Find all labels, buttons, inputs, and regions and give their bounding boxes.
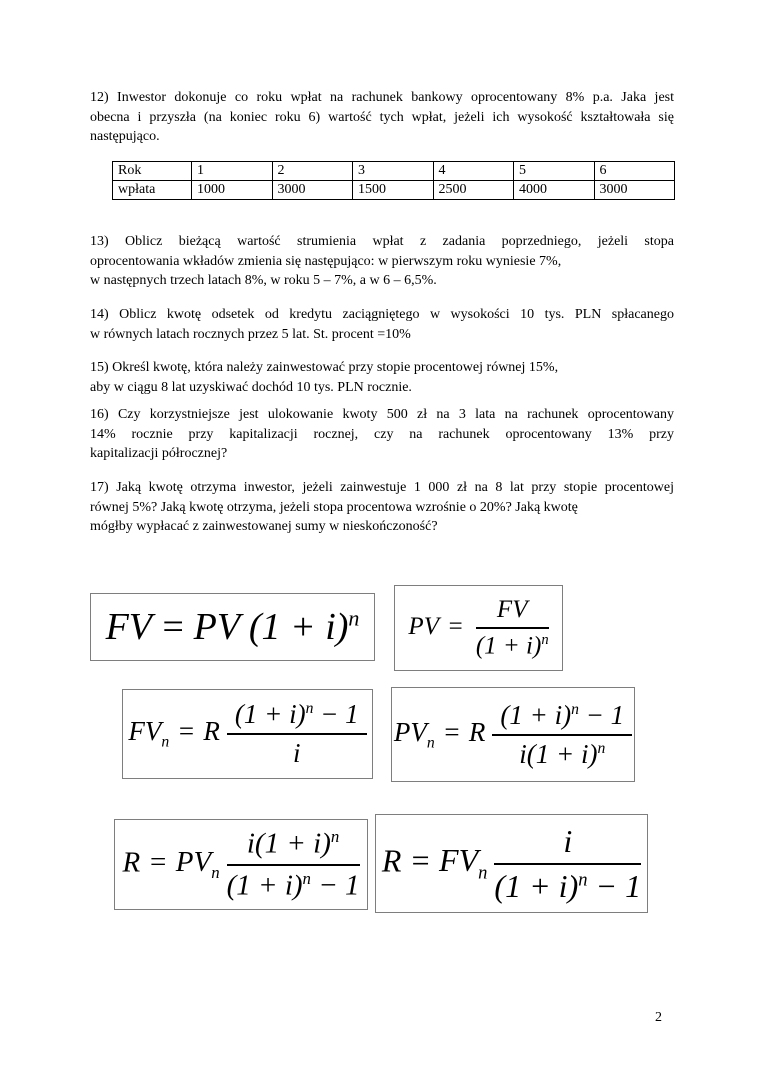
table-cell: 3000 — [272, 181, 353, 200]
paragraph-line: 13) Oblicz bieżącą wartość strumienia wpłat z zadania poprzedniego, jeżeli stopa — [90, 234, 674, 249]
table-cell: 5 — [514, 162, 595, 181]
problem-12 — [90, 88, 674, 147]
paragraph-line: 12) Inwestor dokonuje co roku wpłat na rachunek bankowy oprocentowany 8% p.a. Jaka jest — [90, 90, 674, 105]
table-cell: Rok — [113, 162, 192, 181]
table-cell: 6 — [594, 162, 675, 181]
deposit-table — [112, 161, 675, 200]
table-cell: 4000 — [514, 181, 595, 200]
table-cell: 1500 — [353, 181, 434, 200]
paragraph-line: 14% rocznie przy kapitalizacji rocznej, czy na rachunek oprocentowany 13% przy — [90, 426, 674, 442]
paragraph-line: w następnych trzech latach 8%, w roku 5 – 7%, a w 6 – 6,5%. — [90, 273, 437, 288]
table-row-deposit — [113, 181, 675, 200]
formula-present-value: PV = $\frac{FV}{(1 + i)^n}$ — [394, 585, 563, 671]
paragraph-line: 17) Jaką kwotę otrzyma inwestor, jeżeli zainwestuje 1 000 zł na 8 lat przy stopie procentowej — [90, 480, 674, 495]
problem-14 — [90, 305, 674, 344]
paragraph-line: 14) Oblicz kwotę odsetek od kredytu zaciągniętego w wysokości 10 tys. PLN spłacanego — [90, 307, 674, 322]
paragraph-line: następująco. — [90, 129, 160, 144]
paragraph-line: obecna i przyszła (na koniec roku 6) wartość tych wpłat, jeżeli ich wysokość kształtowała się — [90, 109, 674, 125]
formula-annuity-future-value: $FV_n = R$ $\frac{(1 + i)^n - 1}{i}$ — [122, 689, 373, 779]
paragraph-line: aby w ciągu 8 lat uzyskiwać dochód 10 tys. PLN rocznie. — [90, 379, 412, 395]
formula-payment-from-future-value: $R = FV_n$ $\frac{i}{(1 + i)^n - 1}$ — [375, 814, 648, 913]
table-cell: 1 — [192, 162, 273, 181]
table-cell: 3 — [353, 162, 434, 181]
page-number: 2 — [655, 1010, 662, 1025]
paragraph-line: 15) Określ kwotę, która należy zainwestować przy stopie procentowej równej 15%, — [90, 360, 559, 375]
problem-15 — [90, 358, 674, 397]
paragraph-line: oprocentowania wkładów zmienia się następująco: w pierwszym roku wyniesie 7%, — [90, 253, 562, 269]
paragraph-line: mógłby wypłacać z zainwestowanej sumy w nieskończoność? — [90, 519, 438, 534]
table-cell: wpłata — [113, 181, 192, 200]
table-cell: 3000 — [594, 181, 675, 200]
paragraph-line: równej 5%? Jaką kwotę otrzyma, jeżeli stopa procentowa wzrośnie o 20%? Jaką kwotę — [90, 499, 578, 515]
table-cell: 2500 — [433, 181, 514, 200]
problem-13 — [90, 232, 674, 291]
paragraph-line: kapitalizacji półrocznej? — [90, 446, 228, 461]
problem-16 — [90, 405, 674, 464]
problem-17 — [90, 478, 674, 537]
table-cell: 1000 — [192, 181, 273, 200]
table-cell: 2 — [272, 162, 353, 181]
formula-annuity-present-value: $PV_n = R$ $\frac{(1 + i)^n - 1}{i(1 + i)^n}$ — [391, 687, 635, 782]
paragraph-line: 16) Czy korzystniejsze jest ulokowanie kwoty 500 zł na 3 lata na rachunek oprocentowany — [90, 407, 674, 422]
formula-future-value: FV = PV $(1 + i)^n$ — [90, 593, 375, 661]
paragraph-line: w równych latach rocznych przez 5 lat. St. procent =10% — [90, 326, 411, 342]
table-row-year — [113, 162, 675, 181]
table-cell: 4 — [433, 162, 514, 181]
formula-payment-from-present-value: $R = PV_n$ $\frac{i(1 + i)^n}{(1 + i)^n - 1}$ — [114, 819, 368, 910]
